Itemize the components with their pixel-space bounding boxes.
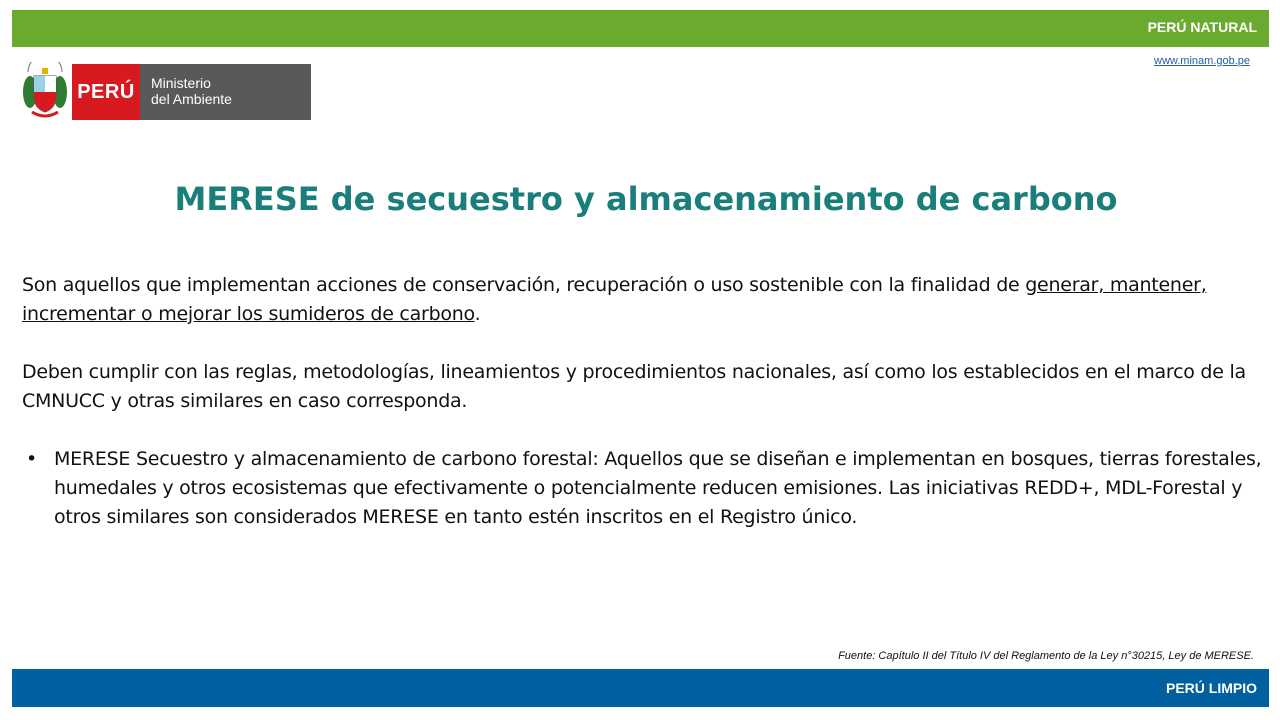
ministry-logo [22, 62, 312, 120]
bottom-banner [12, 669, 1269, 707]
ministry-name-line2: del Ambiente [151, 91, 232, 107]
peru-brand-block [72, 64, 140, 120]
paragraph-definition-end: . [474, 303, 481, 325]
ministry-name-line1: Ministerio [151, 75, 211, 91]
peru-natural-label: PERÚ NATURAL [1147, 19, 1257, 35]
slide-body [22, 271, 1267, 532]
bullet-marker: • [26, 448, 37, 470]
list-item [22, 445, 1267, 532]
ministry-name-block [140, 64, 311, 120]
peru-limpio-label: PERÚ LIMPIO [1165, 680, 1257, 696]
paragraph-definition [22, 271, 1267, 329]
paragraph-definition-text: Son aquellos que implementan acciones de conservación, recuperación o uso sostenible con la finalidad de [22, 274, 1026, 296]
slide-title: MERESE de secuestro y almacenamiento de carbono [174, 180, 1118, 218]
peru-brand-text: PERÚ [77, 80, 135, 103]
bullet-text: MERESE Secuestro y almacenamiento de carbono forestal: Aquellos que se diseñan e implementan en bosques, tierras forestales, humedales y otros ecosistemas que efectivamente o potencialmente reducen emisiones. Las iniciativas REDD+, MDL-Forestal y otros similares son considerados MERESE en tanto estén inscritos en el Registro único. [54, 448, 1262, 528]
coat-of-arms-icon [22, 62, 68, 120]
paragraph-definition-underlined: generar, mantener, incrementar o mejorar los sumideros de carbono [22, 274, 1207, 325]
paragraph-requirements: Deben cumplir con las reglas, metodologías, lineamientos y procedimientos nacionales, así como los establecidos en el marco de la CMNUCC y otras similares en caso corresponda. [22, 361, 1246, 412]
minam-website-link[interactable]: www.minam.gob.pe [1154, 55, 1250, 67]
top-banner [12, 10, 1269, 47]
source-citation: Fuente: Capítulo II del Título IV del Reglamento de la Ley n°30215, Ley de MERESE. [838, 650, 1254, 662]
